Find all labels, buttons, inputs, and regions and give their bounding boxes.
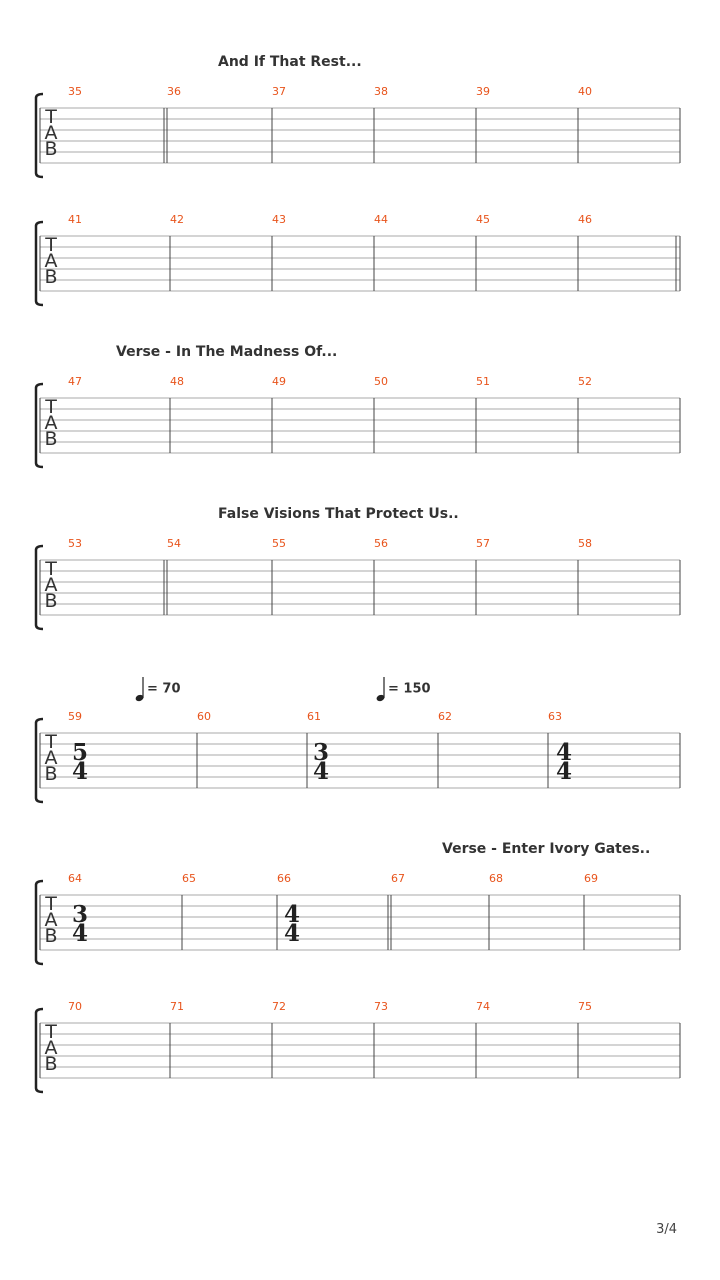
tab-clef-letter: B [44,590,58,612]
tab-clef-letter: B [44,138,58,160]
time-signature-digit: 4 [312,758,330,785]
measure-number: 35 [68,85,82,98]
measure-number: 45 [476,213,490,226]
measure-number: 67 [391,872,405,885]
tab-clef-letter: T [45,396,57,418]
tab-clef-letter: A [44,574,58,596]
tab-clef-letter: A [44,122,58,144]
measure-number: 53 [68,537,82,550]
measure-number: 68 [489,872,503,885]
measure-number: 38 [374,85,388,98]
measure-number: 55 [272,537,286,550]
measure-number: 64 [68,872,82,885]
time-signature-digit: 3 [71,901,89,928]
time-signature-digit: 4 [283,901,301,928]
measure-number: 65 [182,872,196,885]
tab-clef-letter: A [44,1037,58,1059]
measure-number: 48 [170,375,184,388]
section-label-verse-ivory-gates: Verse - Enter Ivory Gates.. [442,841,651,857]
tab-clef-letter: B [44,1053,58,1075]
tab-clef-letter: T [45,558,57,580]
measure-number: 37 [272,85,286,98]
measure-number: 44 [374,213,388,226]
measure-number: 69 [584,872,598,885]
section-label-false-visions: False Visions That Protect Us.. [218,506,459,522]
measure-number: 42 [170,213,184,226]
measure-number: 60 [197,710,211,723]
measure-number: 75 [578,1000,592,1013]
measure-number: 61 [307,710,321,723]
measure-number: 39 [476,85,490,98]
measure-number: 40 [578,85,592,98]
measure-number: 50 [374,375,388,388]
tempo-text: = 150 [388,681,431,697]
measure-number: 66 [277,872,291,885]
tab-clef-letter: B [44,266,58,288]
measure-number: 58 [578,537,592,550]
measure-number: 56 [374,537,388,550]
time-signature-digit: 4 [71,758,89,785]
tab-clef-letter: B [44,763,58,785]
measure-number: 72 [272,1000,286,1013]
measure-number: 51 [476,375,490,388]
tab-clef-letter: T [45,1021,57,1043]
measure-number: 73 [374,1000,388,1013]
measure-number: 46 [578,213,592,226]
time-signature-digit: 3 [312,739,330,766]
time-signature-digit: 4 [71,920,89,947]
measure-number: 41 [68,213,82,226]
measure-number: 43 [272,213,286,226]
section-label-and-if-that-rest: And If That Rest... [218,54,362,70]
tab-clef-letter: A [44,909,58,931]
measure-number: 71 [170,1000,184,1013]
measure-number: 36 [167,85,181,98]
tab-clef-letter: A [44,412,58,434]
tab-clef-letter: T [45,106,57,128]
page-number: 3/4 [656,1222,677,1237]
measure-number: 54 [167,537,181,550]
tab-clef-letter: A [44,250,58,272]
time-signature-digit: 4 [283,920,301,947]
tempo-text: = 70 [147,681,181,697]
tab-clef-letter: B [44,925,58,947]
tab-clef-letter: A [44,747,58,769]
measure-number: 57 [476,537,490,550]
measure-number: 49 [272,375,286,388]
time-signature-digit: 4 [555,739,573,766]
tab-clef-letter: T [45,234,57,256]
time-signature-digit: 5 [71,739,89,766]
tab-clef-letter: T [45,893,57,915]
measure-number: 59 [68,710,82,723]
tab-clef-letter: B [44,428,58,450]
time-signature-digit: 4 [555,758,573,785]
measure-number: 62 [438,710,452,723]
tab-clef-letter: T [45,731,57,753]
measure-number: 52 [578,375,592,388]
measure-number: 63 [548,710,562,723]
measure-number: 47 [68,375,82,388]
measure-number: 74 [476,1000,490,1013]
section-label-verse-madness: Verse - In The Madness Of... [116,344,338,360]
measure-number: 70 [68,1000,82,1013]
